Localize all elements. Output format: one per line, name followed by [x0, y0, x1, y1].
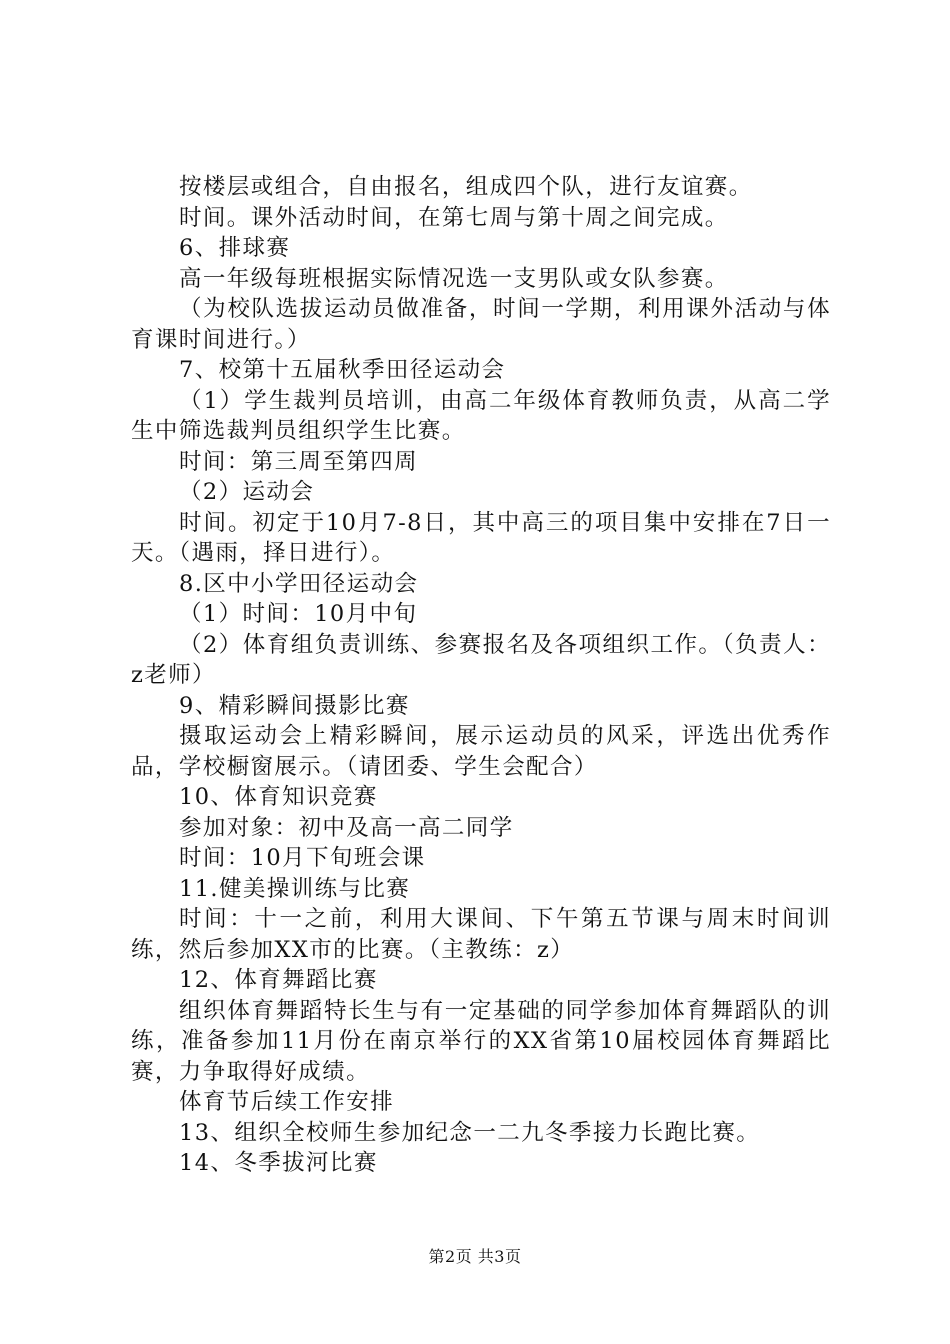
paragraph: 时间。课外活动时间，在第七周与第十周之间完成。 — [179, 204, 729, 231]
section-heading: 8.区中小学田径运动会 — [179, 570, 419, 597]
section-heading: 7、校第十五届秋季田径运动会 — [179, 357, 506, 383]
paragraph: 摄取运动会上精彩瞬间，展示运动员的风采，评选出优秀作品，学校橱窗展示。（请团委、学生会配合） — [131, 723, 831, 780]
paragraph: 时间。初定于10月7-8日，其中高三的项目集中安排在7日一天。（遇雨，择日进行）。 — [131, 509, 831, 566]
paragraph: 时间：第三周至第四周 — [179, 448, 419, 475]
paragraph: （2）运动会 — [179, 479, 315, 505]
paragraph: 按楼层或组合，自由报名，组成四个队，进行友谊赛。 — [179, 174, 753, 200]
section-heading: 14、冬季拔河比赛 — [179, 1150, 378, 1176]
section-heading: 11.健美操训练与比赛 — [179, 875, 411, 902]
paragraph: 时间：十一之前，利用大课间、下午第五节课与周末时间训练，然后参加XX市的比赛。（主教练：z） — [131, 906, 831, 963]
page-number-footer: 第2页 共3页 — [428, 1247, 522, 1266]
section-heading: 9、精彩瞬间摄影比赛 — [179, 692, 410, 719]
paragraph: 时间：10月下旬班会课 — [179, 845, 426, 871]
paragraph: （1）时间：10月中旬 — [179, 601, 418, 627]
paragraph: 高一年级每班根据实际情况选一支男队或女队参赛。 — [179, 265, 729, 292]
paragraph: 13、组织全校师生参加纪念一二九冬季接力长跑比赛。 — [179, 1119, 761, 1146]
paragraph: 参加对象：初中及高一高二同学 — [179, 814, 514, 841]
document-body — [131, 172, 831, 1179]
section-heading: 10、体育知识竞赛 — [179, 784, 378, 810]
section-heading: 体育节后续工作安排 — [179, 1089, 395, 1115]
paragraph: （1）学生裁判员培训，由高二年级体育教师负责，从高二学生中筛选裁判员组织学生比赛。 — [131, 387, 831, 444]
section-heading: 6、排球赛 — [179, 235, 291, 261]
section-heading: 12、体育舞蹈比赛 — [179, 967, 378, 993]
paragraph: （为校队选拔运动员做准备，时间一学期，利用课外活动与体育课时间进行。） — [131, 296, 831, 353]
paragraph: （2）体育组负责训练、参赛报名及各项组织工作。（负责人：z老师） — [131, 631, 831, 688]
paragraph: 组织体育舞蹈特长生与有一定基础的同学参加体育舞蹈队的训练，准备参加11月份在南京举行的XX省第10届校园体育舞蹈比赛，力争取得好成绩。 — [131, 997, 831, 1085]
